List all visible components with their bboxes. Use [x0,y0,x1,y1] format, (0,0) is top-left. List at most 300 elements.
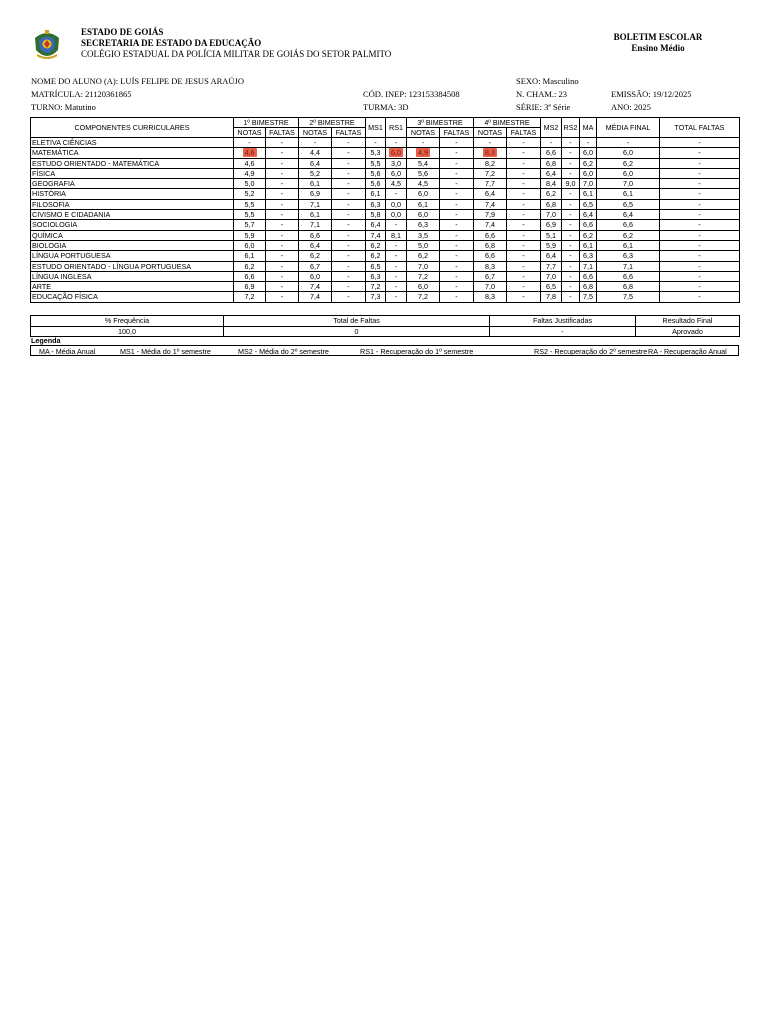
grade-cell-f3: - [440,210,474,220]
total-absences-value: 0 [224,326,490,337]
grade-cell-ma: 6,2 [580,158,597,168]
grade-cell-n1 [234,148,266,158]
grade-cell-n4: 7,0 [474,282,507,292]
grade-cell-ms2: 5,9 [541,240,562,250]
grade-cell-mf: 6,5 [597,199,660,209]
grade-cell-rs1: 0,0 [386,199,407,209]
grade-cell-mf: 6,4 [597,210,660,220]
table-row [31,199,740,209]
bimester-2-header: 2º BIMESTRE [299,118,366,128]
grade-cell-n1: 5,7 [234,220,266,230]
grade-cell-tf: - [660,199,740,209]
grade-cell-tf: - [660,240,740,250]
legend-item: MA - Média Anual [39,347,96,356]
grade-cell-n3: 6,0 [407,210,440,220]
grade-cell-f2: - [332,240,366,250]
subject-cell: SOCIOLOGIA [31,220,234,230]
table-row [31,292,740,302]
ms2-header: MS2 [541,118,562,138]
grade-cell-ms2: - [541,138,562,148]
grade-cell-rs2: - [562,138,580,148]
grade-cell-n3: 6,2 [407,251,440,261]
grade-cell-n4: 6,7 [474,271,507,281]
grade-cell-n3: 3,5 [407,230,440,240]
grade-cell-f3: - [440,199,474,209]
table-row [31,138,740,148]
table-row [31,158,740,168]
grade-cell-f2: - [332,261,366,271]
table-row [31,240,740,250]
table-row [31,179,740,189]
subject-cell: MATEMÁTICA [31,148,234,158]
grade-cell-n1: 6,6 [234,271,266,281]
student-enrollment: MATRÍCULA: 21120361865 [31,89,132,99]
grade-cell-rs1: - [386,189,407,199]
grade-cell-n1: 5,2 [234,189,266,199]
grade-cell-f1: - [266,220,299,230]
ma-header: MA [580,118,597,138]
grade-cell-n4: 6,8 [474,240,507,250]
grade-cell-n1: 4,9 [234,168,266,178]
grade-cell-f2: - [332,138,366,148]
table-row [31,210,740,220]
total-absences-summary-header: Total de Faltas [224,316,490,327]
grade-cell-ma: 6,1 [580,240,597,250]
table-row [31,148,740,158]
grade-cell-n2: 7,1 [299,199,332,209]
grade-cell-f2: - [332,179,366,189]
table-row [31,230,740,240]
final-result-value: Aprovado [636,326,740,337]
grade-cell-f1: - [266,148,299,158]
grade-cell-ms1: 7,3 [366,292,386,302]
ms1-header: MS1 [366,118,386,138]
grade-cell-rs2: - [562,158,580,168]
b2-grades-header: NOTAS [299,128,332,138]
inep-code: CÓD. INEP: 123153384508 [363,89,460,99]
call-number: N. CHAM.: 23 [516,89,568,99]
legend-item: RA - Recuperação Anual [648,347,727,356]
grade-cell-ma: 7,5 [580,292,597,302]
grade-cell-tf: - [660,271,740,281]
grade-cell-mf: 6,2 [597,158,660,168]
grade-cell-rs2: - [562,251,580,261]
grade-cell-f2: - [332,148,366,158]
grade-cell-ms2: 6,4 [541,168,562,178]
grade-cell-ms1: 5,6 [366,179,386,189]
grade-cell-tf: - [660,261,740,271]
legend-item: RS1 - Recuperação do 1º semestre [360,347,474,356]
grade-cell-n1: 5,5 [234,210,266,220]
grade-cell-rs2: - [562,240,580,250]
grade-cell-ma: 6,3 [580,251,597,261]
grade-cell-rs2: - [562,210,580,220]
grade-cell-ma: 6,4 [580,210,597,220]
grade-cell-mf: 6,6 [597,271,660,281]
grade-cell-rs2: - [562,199,580,209]
attendance-value: 100,0 [31,326,224,337]
grade-cell-n4: 8,2 [474,158,507,168]
grade-cell-n3: - [407,138,440,148]
grade-cell-f4: - [507,148,541,158]
grade-cell-n1: 6,1 [234,251,266,261]
grade-cell-f3: - [440,292,474,302]
grade-cell-f3: - [440,220,474,230]
grade-cell-f1: - [266,230,299,240]
grade-cell-f4: - [507,168,541,178]
grade-cell-n3: 7,2 [407,271,440,281]
highlighted-grade: 4,9 [418,148,428,158]
grade-cell-ms1: 7,2 [366,282,386,292]
grade-cell-rs2: - [562,261,580,271]
grade-cell-n4: 7,4 [474,220,507,230]
grade-cell-rs1: - [386,138,407,148]
grade-cell-ms2: 6,9 [541,220,562,230]
subject-cell: BIOLOGIA [31,240,234,250]
grade-cell-tf: - [660,210,740,220]
grade-cell-f2: - [332,292,366,302]
grade-cell-ma: 6,0 [580,148,597,158]
grade-cell-f4: - [507,189,541,199]
grade-cell-f1: - [266,168,299,178]
grade-cell-n1: 6,2 [234,261,266,271]
grade-cell-ms1: - [366,138,386,148]
grade-cell-n4 [474,148,507,158]
grade-cell-ms1: 5,3 [366,148,386,158]
grade-cell-ms1: 5,6 [366,168,386,178]
grade-cell-rs2: 9,0 [562,179,580,189]
grade-cell-f4: - [507,210,541,220]
grade-cell-rs2: - [562,148,580,158]
grade-cell-ma: 6,8 [580,282,597,292]
grade-cell-n4: 6,6 [474,251,507,261]
grade-cell-ms2: 6,8 [541,199,562,209]
grade-cell-n1: 5,0 [234,179,266,189]
grade-cell-tf: - [660,179,740,189]
grade-cell-rs2: - [562,292,580,302]
grade-cell-f1: - [266,240,299,250]
bimester-4-header: 4º BIMESTRE [474,118,541,128]
grade-cell-rs1: - [386,261,407,271]
grade-cell-ms2: 7,0 [541,210,562,220]
grade-cell-f3: - [440,261,474,271]
grade-cell-tf: - [660,292,740,302]
summary-value-row [31,326,740,337]
grade-cell-mf: 6,1 [597,240,660,250]
grade-cell-f1: - [266,271,299,281]
grade-cell-n3: 5,6 [407,168,440,178]
table-header-row [31,118,740,128]
grade-cell-n3: 7,2 [407,292,440,302]
grade-cell-n1: 7,2 [234,292,266,302]
grade-cell-n2: 6,0 [299,271,332,281]
grade-cell-f4: - [507,138,541,148]
grade-cell-mf: 6,8 [597,282,660,292]
grade-cell-n3: 6,1 [407,199,440,209]
grade-cell-f3: - [440,189,474,199]
grade-cell-ma: - [580,138,597,148]
grade-cell-n3: 5,4 [407,158,440,168]
grade-cell-ma: 6,5 [580,199,597,209]
grade-cell-f1: - [266,261,299,271]
grade-cell-ma: 7,1 [580,261,597,271]
b3-absences-header: FALTAS [440,128,474,138]
grade-cell-rs2: - [562,220,580,230]
grade-cell-f2: - [332,220,366,230]
grade-cell-f2: - [332,158,366,168]
subject-cell: ARTE [31,282,234,292]
grade-cell-f4: - [507,230,541,240]
grade-cell-rs1: 4,5 [386,179,407,189]
grade-cell-f3: - [440,158,474,168]
grade-cell-rs1: 6,0 [386,168,407,178]
grade-cell-ms2: 6,6 [541,148,562,158]
bimester-1-header: 1º BIMESTRE [234,118,299,128]
grade-cell-n2: 6,4 [299,240,332,250]
rs2-header: RS2 [562,118,580,138]
grade-cell-f3: - [440,230,474,240]
grade-cell-ma: 6,2 [580,230,597,240]
grade-cell-n3 [407,148,440,158]
subject-cell: LÍNGUA INGLESA [31,271,234,281]
legend-title: Legenda [31,336,61,345]
grade-cell-n4: 7,2 [474,168,507,178]
grade-cell-rs1: - [386,240,407,250]
school-year: ANO: 2025 [611,102,651,112]
grade-cell-mf: 6,3 [597,251,660,261]
grade-cell-rs1: - [386,251,407,261]
b2-absences-header: FALTAS [332,128,366,138]
grades-table [30,117,740,303]
grade-cell-f1: - [266,189,299,199]
subject-cell: GEOGRAFIA [31,179,234,189]
grade-cell-n3: 6,3 [407,220,440,230]
bimester-3-header: 3º BIMESTRE [407,118,474,128]
grade-cell-f3: - [440,240,474,250]
grade-cell-ms1: 5,8 [366,210,386,220]
grade-cell-n2: 6,1 [299,210,332,220]
grade-cell-ms1: 6,3 [366,199,386,209]
final-result-header: Resultado Final [636,316,740,327]
grade-cell-n4: 7,4 [474,199,507,209]
grade-cell-n3: 5,0 [407,240,440,250]
grade-cell-ms2: 6,5 [541,282,562,292]
grade-cell-n2: 6,6 [299,230,332,240]
grade-cell-n2: 7,4 [299,282,332,292]
grade-cell-n1: - [234,138,266,148]
grade-cell-n2: 6,9 [299,189,332,199]
grade-cell-n2: 6,1 [299,179,332,189]
grade-cell-mf: 6,0 [597,148,660,158]
grade-cell-n2: 5,2 [299,168,332,178]
summary-table [30,315,740,337]
grade-cell-ms2: 8,4 [541,179,562,189]
grade-cell-f4: - [507,199,541,209]
subject-cell: EDUCAÇÃO FÍSICA [31,292,234,302]
highlighted-grade: 6,0 [391,148,401,158]
b4-absences-header: FALTAS [507,128,541,138]
grade-cell-n4: 6,6 [474,230,507,240]
legend-item: RS2 - Recuperação do 2º semestre [534,347,648,356]
table-row [31,282,740,292]
grade-cell-f4: - [507,220,541,230]
student-name: NOME DO ALUNO (A): LUÍS FELIPE DE JESUS ARAÚJO [31,76,244,86]
grade-cell-mf: 6,2 [597,230,660,240]
grade-cell-rs2: - [562,282,580,292]
grade-cell-f2: - [332,282,366,292]
grade-cell-n1: 4,6 [234,158,266,168]
grade-cell-ms1: 6,2 [366,251,386,261]
table-row [31,271,740,281]
student-shift: TURNO: Matutino [31,102,96,112]
grade-cell-ms1: 7,4 [366,230,386,240]
grade-cell-f1: - [266,158,299,168]
grade-cell-n2: 4,4 [299,148,332,158]
grade-cell-n4: 7,9 [474,210,507,220]
table-row [31,189,740,199]
grade-cell-ms1: 6,3 [366,271,386,281]
student-sex: SEXO: Masculino [516,76,579,86]
grade-cell-rs1: 0,0 [386,210,407,220]
grade-cell-ms2: 5,1 [541,230,562,240]
final-average-header: MÉDIA FINAL [597,118,660,138]
grade-cell-f3: - [440,168,474,178]
attendance-header: % Frequência [31,316,224,327]
grade-cell-ms2: 7,7 [541,261,562,271]
grade-cell-f3: - [440,282,474,292]
subject-cell: ESTUDO ORIENTADO - MATEMÁTICA [31,158,234,168]
grade-cell-ma: 6,6 [580,220,597,230]
grade-cell-n2: 6,2 [299,251,332,261]
grade-cell-tf: - [660,148,740,158]
grade-cell-tf: - [660,220,740,230]
grade-cell-f1: - [266,199,299,209]
school-name: COLÉGIO ESTADUAL DA POLÍCIA MILITAR DE GOIÁS DO SETOR PALMITO [81,49,392,59]
subject-cell: HISTÓRIA [31,189,234,199]
grade-cell-n1: 6,0 [234,240,266,250]
grade-cell-rs2: - [562,189,580,199]
grade-cell-f3: - [440,138,474,148]
subject-cell: LÍNGUA PORTUGUESA [31,251,234,261]
grade-cell-n2: 7,1 [299,220,332,230]
grade-cell-n4: 8,3 [474,261,507,271]
total-absences-header: TOTAL FALTAS [660,118,740,138]
grade-cell-f4: - [507,158,541,168]
grade-cell-n3: 4,5 [407,179,440,189]
grade-cell-tf: - [660,168,740,178]
secretariat-name: SECRETARIA DE ESTADO DA EDUCAÇÃO [81,38,262,48]
grade-cell-rs1: - [386,292,407,302]
grade-cell-rs1 [386,148,407,158]
grade-cell-n2: 6,7 [299,261,332,271]
highlighted-grade: 8,3 [485,148,495,158]
grade-cell-f4: - [507,251,541,261]
grade-cell-n3: 6,0 [407,282,440,292]
grade-cell-tf: - [660,138,740,148]
grade-cell-ms1: 6,1 [366,189,386,199]
grade-cell-rs1: - [386,282,407,292]
grade-cell-mf: 6,1 [597,189,660,199]
subject-cell: CIVISMO E CIDADANIA [31,210,234,220]
summary-header-row [31,316,740,327]
grade-cell-rs1: - [386,271,407,281]
components-header: COMPONENTES CURRICULARES [31,118,234,138]
grade-cell-tf: - [660,251,740,261]
grade-cell-mf: - [597,138,660,148]
grade-cell-mf: 6,6 [597,220,660,230]
grade-cell-ma: 6,1 [580,189,597,199]
grade-cell-f2: - [332,230,366,240]
justified-absences-header: Faltas Justificadas [490,316,636,327]
subject-cell: FILOSOFIA [31,199,234,209]
grade-cell-f1: - [266,210,299,220]
grade-cell-f3: - [440,148,474,158]
b1-absences-header: FALTAS [266,128,299,138]
grade-cell-n4: 7,7 [474,179,507,189]
grade-cell-f2: - [332,168,366,178]
table-row [31,261,740,271]
grade-cell-rs2: - [562,168,580,178]
student-grade: SÉRIE: 3ª Série [516,102,571,112]
grade-cell-f2: - [332,271,366,281]
grade-cell-n3: 7,0 [407,261,440,271]
grade-cell-ms2: 7,8 [541,292,562,302]
justified-absences-value: - [490,326,636,337]
b1-grades-header: NOTAS [234,128,266,138]
grade-cell-mf: 7,5 [597,292,660,302]
grade-cell-f4: - [507,261,541,271]
grade-cell-ms2: 6,2 [541,189,562,199]
subject-cell: FÍSICA [31,168,234,178]
grade-cell-tf: - [660,282,740,292]
table-row [31,251,740,261]
report-subtitle: Ensino Médio [631,43,685,53]
grade-cell-n1: 6,9 [234,282,266,292]
grade-cell-ms2: 6,4 [541,251,562,261]
grade-cell-f1: - [266,138,299,148]
grade-cell-n4: 6,4 [474,189,507,199]
grade-cell-ms1: 5,5 [366,158,386,168]
grade-cell-f2: - [332,251,366,261]
grade-cell-ma: 6,6 [580,271,597,281]
report-title: BOLETIM ESCOLAR [613,32,703,42]
grade-cell-ma: 7,0 [580,179,597,189]
grade-cell-tf: - [660,230,740,240]
rs1-header: RS1 [386,118,407,138]
grade-cell-ms2: 6,8 [541,158,562,168]
subject-cell: ELETIVA CIÊNCIAS [31,138,234,148]
b3-grades-header: NOTAS [407,128,440,138]
grade-cell-ma: 6,0 [580,168,597,178]
grade-cell-f4: - [507,179,541,189]
grade-cell-ms1: 6,4 [366,220,386,230]
grade-cell-f4: - [507,271,541,281]
grade-cell-f2: - [332,210,366,220]
student-class: TURMA: 3D [363,102,409,112]
grade-cell-f1: - [266,179,299,189]
table-row [31,168,740,178]
grade-cell-n4: - [474,138,507,148]
grade-cell-n2: - [299,138,332,148]
grade-cell-mf: 6,0 [597,168,660,178]
grade-cell-tf: - [660,189,740,199]
grade-cell-rs1: 8,1 [386,230,407,240]
grade-cell-n2: 6,4 [299,158,332,168]
grade-cell-f3: - [440,251,474,261]
subject-cell: ESTUDO ORIENTADO - LÍNGUA PORTUGUESA [31,261,234,271]
grade-cell-f2: - [332,199,366,209]
grade-cell-f1: - [266,282,299,292]
